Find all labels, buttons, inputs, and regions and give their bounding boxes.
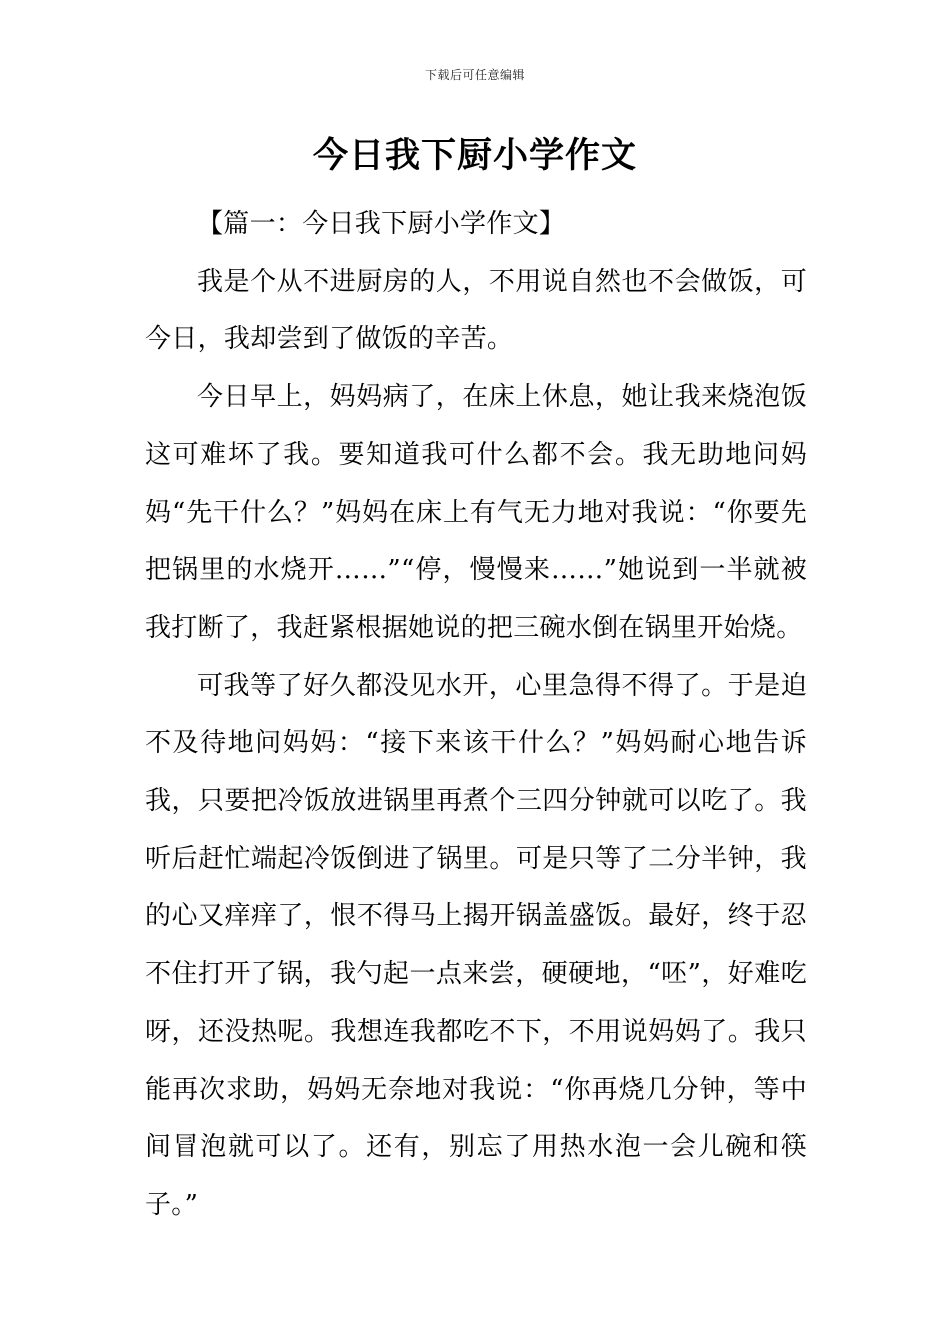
- paragraph-3: 可我等了好久都没见水开，心里急得不得了。于是迫不及待地问妈妈：“接下来该干什么？”妈妈耐心地告诉我，只要把冷饭放进锅里再煮个三四分钟就可以吃了。我听后赶忙端起冷饭倒进了锅里。可是只等了二分半钟，我的心又痒痒了，恨不得马上揭开锅盖盛饭。最好，终于忍不住打开了锅，我勺起一点来尝，硬硬地，“呸”，好难吃呀，还没热呢。我想连我都吃不下，不用说妈妈了。我只能再次求助，妈妈无奈地对我说：“你再烧几分钟，等中间冒泡就可以了。还有，别忘了用热水泡一会儿碗和筷子。”: [145, 670, 807, 1220]
- section-heading: 【篇一：今日我下厨小学作文】: [197, 209, 566, 239]
- paragraph-1: 我是个从不进厨房的人，不用说自然也不会做饭，可今日，我却尝到了做饭的辛苦。: [145, 266, 807, 355]
- document-title: 今日我下厨小学作文: [312, 136, 637, 176]
- document-body: [145, 196, 807, 1235]
- header-note: 下载后可任意编辑: [424, 68, 525, 82]
- paragraph-2: 今日早上，妈妈病了，在床上休息，她让我来烧泡饭这可难坏了我。要知道我可什么都不会。我无助地问妈妈“先干什么？”妈妈在床上有气无力地对我说：“你要先把锅里的水烧开……”“停，慢慢来……”她说到一半就被我打断了，我赶紧根据她说的把三碗水倒在锅里开始烧。: [145, 382, 807, 643]
